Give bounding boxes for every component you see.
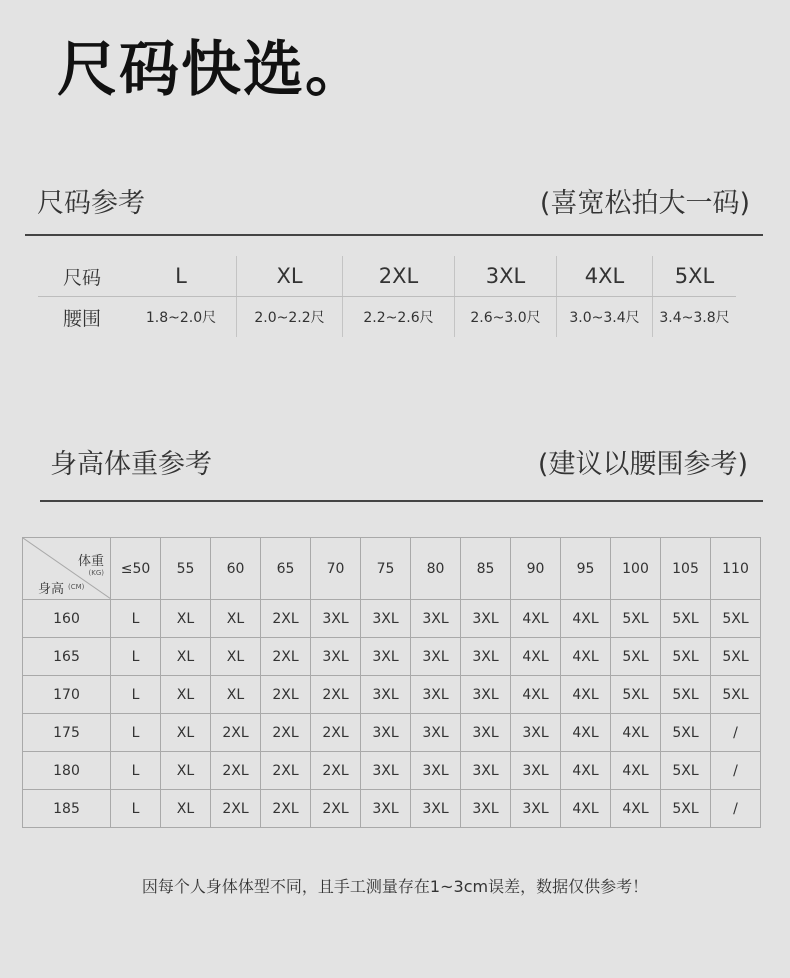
weight-header-cell: 55 xyxy=(161,538,211,600)
size-recommendation-cell: 5XL xyxy=(611,600,661,638)
waist-cell: 3.0~3.4尺 xyxy=(556,297,652,337)
size-recommendation-cell: 2XL xyxy=(261,752,311,790)
size-recommendation-cell: XL xyxy=(161,676,211,714)
size-reference-table xyxy=(38,256,736,337)
waist-cell: 2.2~2.6尺 xyxy=(342,297,454,337)
height-cell: 185 xyxy=(23,790,111,828)
size-recommendation-cell: 3XL xyxy=(461,790,511,828)
size-recommendation-cell: 3XL xyxy=(361,676,411,714)
weight-header-cell: 100 xyxy=(611,538,661,600)
size-recommendation-cell: / xyxy=(711,714,761,752)
size-recommendation-cell: 3XL xyxy=(461,638,511,676)
size-recommendation-cell: 4XL xyxy=(561,638,611,676)
size-recommendation-cell: 3XL xyxy=(511,714,561,752)
size-recommendation-cell: XL xyxy=(211,638,261,676)
weight-header-cell: 60 xyxy=(211,538,261,600)
weight-header-cell: 65 xyxy=(261,538,311,600)
size-recommendation-cell: XL xyxy=(161,790,211,828)
waist-row-label: 腰围 xyxy=(62,307,101,330)
size-cell: 2XL xyxy=(342,256,454,296)
size-recommendation-cell: 5XL xyxy=(711,638,761,676)
size-recommendation-cell: XL xyxy=(161,600,211,638)
size-recommendation-cell: 3XL xyxy=(311,600,361,638)
size-recommendation-cell: 3XL xyxy=(461,714,511,752)
size-recommendation-cell: 5XL xyxy=(611,676,661,714)
height-weight-table xyxy=(22,537,761,828)
size-recommendation-cell: 3XL xyxy=(311,638,361,676)
size-recommendation-cell: L xyxy=(111,638,161,676)
size-recommendation-cell: 5XL xyxy=(661,752,711,790)
size-recommendation-cell: 5XL xyxy=(611,638,661,676)
size-recommendation-cell: XL xyxy=(161,752,211,790)
size-recommendation-cell: XL xyxy=(211,600,261,638)
size-recommendation-cell: 2XL xyxy=(311,676,361,714)
size-recommendation-cell: XL xyxy=(161,714,211,752)
weight-header-cell: 80 xyxy=(411,538,461,600)
size-recommendation-cell: / xyxy=(711,790,761,828)
size-recommendation-cell: 5XL xyxy=(711,676,761,714)
size-recommendation-cell: 2XL xyxy=(211,752,261,790)
size-recommendation-cell: 3XL xyxy=(361,714,411,752)
weight-header-cell: 105 xyxy=(661,538,711,600)
table-row xyxy=(23,600,761,638)
size-recommendation-cell: 3XL xyxy=(511,790,561,828)
size-recommendation-cell: L xyxy=(111,714,161,752)
weight-label: 体重 xyxy=(77,554,104,569)
table-row xyxy=(23,638,761,676)
height-cell: 175 xyxy=(23,714,111,752)
size-recommendation-cell: 3XL xyxy=(511,752,561,790)
size-recommendation-cell: / xyxy=(711,752,761,790)
table-row xyxy=(23,790,761,828)
size-recommendation-cell: 2XL xyxy=(211,714,261,752)
size-recommendation-cell: 3XL xyxy=(361,638,411,676)
hw-section-title: 身高体重参考 xyxy=(50,449,212,480)
size-recommendation-cell: 4XL xyxy=(511,638,561,676)
size-recommendation-cell: 5XL xyxy=(661,638,711,676)
size-recommendation-cell: 5XL xyxy=(661,790,711,828)
size-cell: 3XL xyxy=(454,256,556,296)
size-recommendation-cell: 4XL xyxy=(611,752,661,790)
size-recommendation-cell: 4XL xyxy=(611,790,661,828)
size-recommendation-cell: L xyxy=(111,790,161,828)
disclaimer-footnote: 因每个人身体体型不同，且手工测量存在1~3cm误差，数据仅供参考！ xyxy=(141,877,649,896)
corner-cell xyxy=(23,538,111,600)
size-recommendation-cell: 3XL xyxy=(411,676,461,714)
size-recommendation-cell: 4XL xyxy=(611,714,661,752)
size-recommendation-cell: 2XL xyxy=(261,600,311,638)
table-row xyxy=(23,676,761,714)
size-recommendation-cell: L xyxy=(111,676,161,714)
size-cell: XL xyxy=(236,256,342,296)
size-recommendation-cell: 3XL xyxy=(461,600,511,638)
size-recommendation-cell: 4XL xyxy=(561,714,611,752)
size-recommendation-cell: 3XL xyxy=(461,752,511,790)
weight-header-cell: ≤50 xyxy=(111,538,161,600)
height-label: 身高 xyxy=(38,582,65,597)
weight-header-cell: 90 xyxy=(511,538,561,600)
weight-header-cell: 95 xyxy=(561,538,611,600)
size-recommendation-cell: 4XL xyxy=(561,676,611,714)
size-row-label: 尺码 xyxy=(62,266,101,289)
size-recommendation-cell: 4XL xyxy=(561,600,611,638)
weight-unit: (KG) xyxy=(88,569,104,577)
size-recommendation-cell: 2XL xyxy=(261,790,311,828)
size-recommendation-cell: 2XL xyxy=(311,714,361,752)
page-title: 尺码快选。 xyxy=(57,35,367,105)
size-recommendation-cell: 2XL xyxy=(311,790,361,828)
size-recommendation-cell: 3XL xyxy=(361,752,411,790)
hw-section-note: (建议以腰围参考) xyxy=(537,449,748,480)
size-recommendation-cell: 3XL xyxy=(411,638,461,676)
size-cell: 4XL xyxy=(556,256,652,296)
size-recommendation-cell: 3XL xyxy=(461,676,511,714)
size-section-divider xyxy=(25,234,763,236)
weight-header-cell: 110 xyxy=(711,538,761,600)
size-recommendation-cell: 3XL xyxy=(361,790,411,828)
weight-header-row xyxy=(23,538,761,600)
size-recommendation-cell: 4XL xyxy=(511,676,561,714)
size-recommendation-cell: 3XL xyxy=(411,790,461,828)
height-cell: 160 xyxy=(23,600,111,638)
waist-row xyxy=(38,297,736,337)
size-recommendation-cell: 2XL xyxy=(261,714,311,752)
waist-cell: 3.4~3.8尺 xyxy=(652,297,736,337)
size-recommendation-cell: 4XL xyxy=(561,752,611,790)
height-cell: 180 xyxy=(23,752,111,790)
hw-section-divider xyxy=(40,500,763,502)
size-recommendation-cell: 3XL xyxy=(361,600,411,638)
size-cell: L xyxy=(175,264,187,288)
size-recommendation-cell: XL xyxy=(211,676,261,714)
weight-header-cell: 75 xyxy=(361,538,411,600)
size-recommendation-cell: 5XL xyxy=(661,600,711,638)
height-cell: 170 xyxy=(23,676,111,714)
size-recommendation-cell: 2XL xyxy=(311,752,361,790)
size-recommendation-cell: 5XL xyxy=(661,714,711,752)
size-recommendation-cell: 5XL xyxy=(661,676,711,714)
size-recommendation-cell: 3XL xyxy=(411,752,461,790)
waist-cell: 2.6~3.0尺 xyxy=(454,297,556,337)
waist-cell: 2.0~2.2尺 xyxy=(236,297,342,337)
waist-cell: 1.8~2.0尺 xyxy=(145,310,217,326)
height-unit: (CM) xyxy=(68,583,85,591)
size-recommendation-cell: 4XL xyxy=(561,790,611,828)
table-row xyxy=(23,752,761,790)
size-recommendation-cell: XL xyxy=(161,638,211,676)
weight-header-cell: 70 xyxy=(311,538,361,600)
size-recommendation-cell: 4XL xyxy=(511,600,561,638)
size-recommendation-cell: 2XL xyxy=(211,790,261,828)
size-recommendation-cell: 2XL xyxy=(261,638,311,676)
size-recommendation-cell: 3XL xyxy=(411,600,461,638)
size-section-title: 尺码参考 xyxy=(37,188,145,219)
size-recommendation-cell: 3XL xyxy=(411,714,461,752)
weight-header-cell: 85 xyxy=(461,538,511,600)
size-cell: 5XL xyxy=(652,256,736,296)
size-section-note: (喜宽松拍大一码) xyxy=(539,188,750,219)
table-row xyxy=(23,714,761,752)
size-recommendation-cell: 5XL xyxy=(711,600,761,638)
size-recommendation-cell: 2XL xyxy=(261,676,311,714)
size-recommendation-cell: L xyxy=(111,600,161,638)
size-recommendation-cell: L xyxy=(111,752,161,790)
size-row xyxy=(38,256,736,297)
height-cell: 165 xyxy=(23,638,111,676)
